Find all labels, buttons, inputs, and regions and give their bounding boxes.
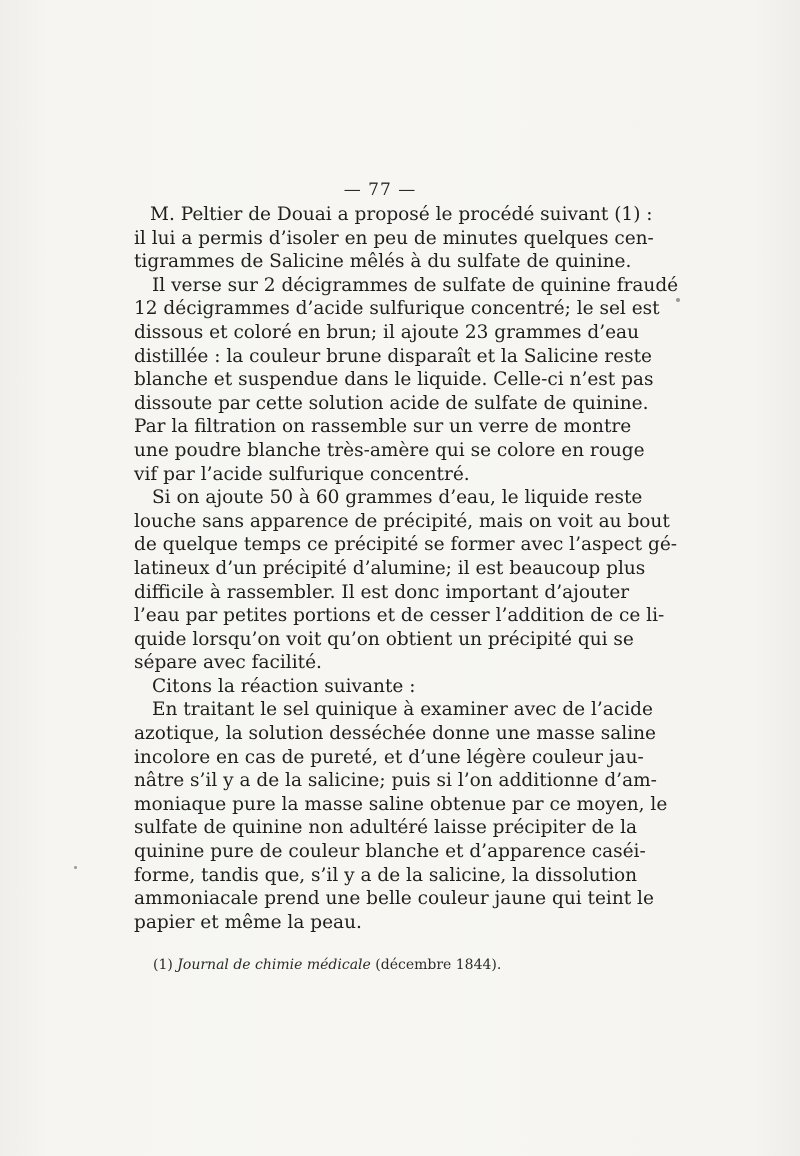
text-line: incolore en cas de pureté, et d’une légère couleur jau-: [134, 746, 644, 768]
text-line: vif par l’acide sulfurique concentré.: [134, 463, 470, 485]
text-line: difficile à rassembler. Il est donc important d’ajouter: [134, 581, 630, 603]
text-line: 12 décigrammes d’acide sulfurique concentré; le sel est: [134, 298, 660, 320]
page-number: — 77 —: [343, 180, 417, 200]
text-line: quide lorsqu’on voit qu’on obtient un précipité qui se: [134, 628, 634, 650]
text-line: dissoute par cette solution acide de sulfate de quinine.: [134, 392, 649, 414]
text-line: distillée : la couleur brune disparaît et la Salicine reste: [134, 345, 652, 367]
text-line: sépare avec facilité.: [134, 652, 322, 674]
footnote-journal: Journal de chimie médicale: [177, 957, 371, 973]
text-line: azotique, la solution desséchée donne une masse saline: [134, 723, 656, 745]
footnote: [153, 955, 553, 975]
text-line: nâtre s’il y a de la salicine; puis si l’on additionne d’am-: [134, 770, 657, 792]
text-line: tigrammes de Salicine mêlés à du sulfate de quinine.: [134, 251, 632, 273]
text-line: l’eau par petites portions et de cesser l’addition de ce li-: [134, 605, 665, 627]
footnote-marker: (1): [153, 957, 173, 973]
text-line: il lui a permis d’isoler en peu de minutes quelques cen-: [134, 227, 654, 249]
text-line: Si on ajoute 50 à 60 grammes d’eau, le liquide reste: [152, 487, 643, 509]
text-line: M. Peltier de Douai a proposé le procédé suivant (1) :: [150, 204, 653, 225]
footnote-date: (décembre 1844).: [375, 957, 502, 973]
text-line: Il verse sur 2 décigrammes de sulfate de quinine fraudé: [152, 274, 679, 296]
body-text: [134, 203, 679, 934]
text-line: blanche et suspendue dans le liquide. Celle-ci n’est pas: [134, 369, 654, 391]
text-line: latineux d’un précipité d’alumine; il est beaucoup plus: [134, 557, 646, 579]
text-line: de quelque temps ce précipité se former avec l’aspect gé-: [134, 534, 678, 556]
text-line: sulfate de quinine non adultéré laisse précipiter de la: [134, 817, 638, 839]
text-line: quinine pure de couleur blanche et d’apparence caséi-: [134, 841, 646, 863]
text-line: moniaque pure la masse saline obtenue par ce moyen, le: [134, 793, 668, 815]
text-line: Par la filtration on rassemble sur un verre de montre: [134, 416, 632, 438]
text-line: forme, tandis que, s’il y a de la salicine, la dissolution: [134, 864, 638, 886]
text-line: En traitant le sel quinique à examiner avec de l’acide: [152, 699, 653, 721]
paper-speck: [74, 866, 77, 869]
text-line: Citons la réaction suivante :: [152, 675, 416, 697]
text-line: une poudre blanche très-amère qui se colore en rouge: [134, 439, 645, 461]
text-line: papier et même la peau.: [134, 911, 362, 933]
text-line: louche sans apparence de précipité, mais on voit au bout: [134, 510, 670, 532]
text-line: ammoniacale prend une belle couleur jaune qui teint le: [134, 888, 654, 910]
text-line: dissous et coloré en brun; il ajoute 23 grammes d’eau: [134, 321, 639, 343]
paper-speck: [676, 298, 680, 302]
